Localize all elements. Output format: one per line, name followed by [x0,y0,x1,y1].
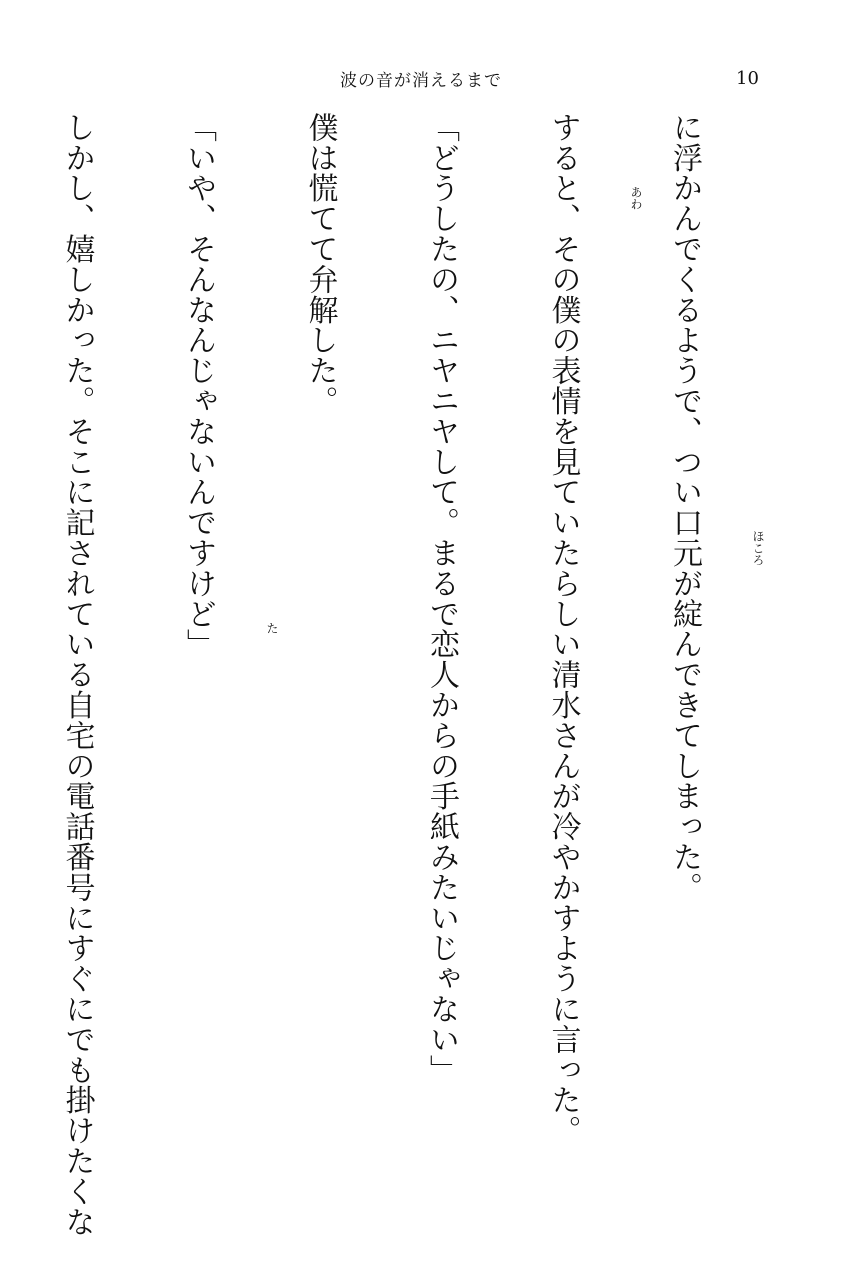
text-line: 「いや、そんなんじゃないんですけど」 [181,112,216,660]
ruby-hokoro: ほころ [751,530,765,566]
ruby-awa: あわ [629,186,643,210]
text-line: しかし、嬉しかった。そこに記されている自宅の電話番号にすぐにでも掛けたくな [59,112,95,1237]
text-line: 僕は慌てて弁解した。 [302,112,338,416]
ruby-ta: た [265,622,279,634]
body-text [59,112,785,1237]
text-line: に浮かんでくるようで、つい口元が綻んできてしまった。 [667,112,702,903]
text-line: 「どうしたの、ニヤニヤして。まるで恋人からの手紙みたいじゃない」 [424,112,459,1085]
page-number: 10 [736,68,759,89]
running-title: 波の音が消えるまで [340,71,502,91]
text-line: すると、その僕の表情を見ていたらしい清水さんが冷やかすように言った。 [545,112,581,1146]
